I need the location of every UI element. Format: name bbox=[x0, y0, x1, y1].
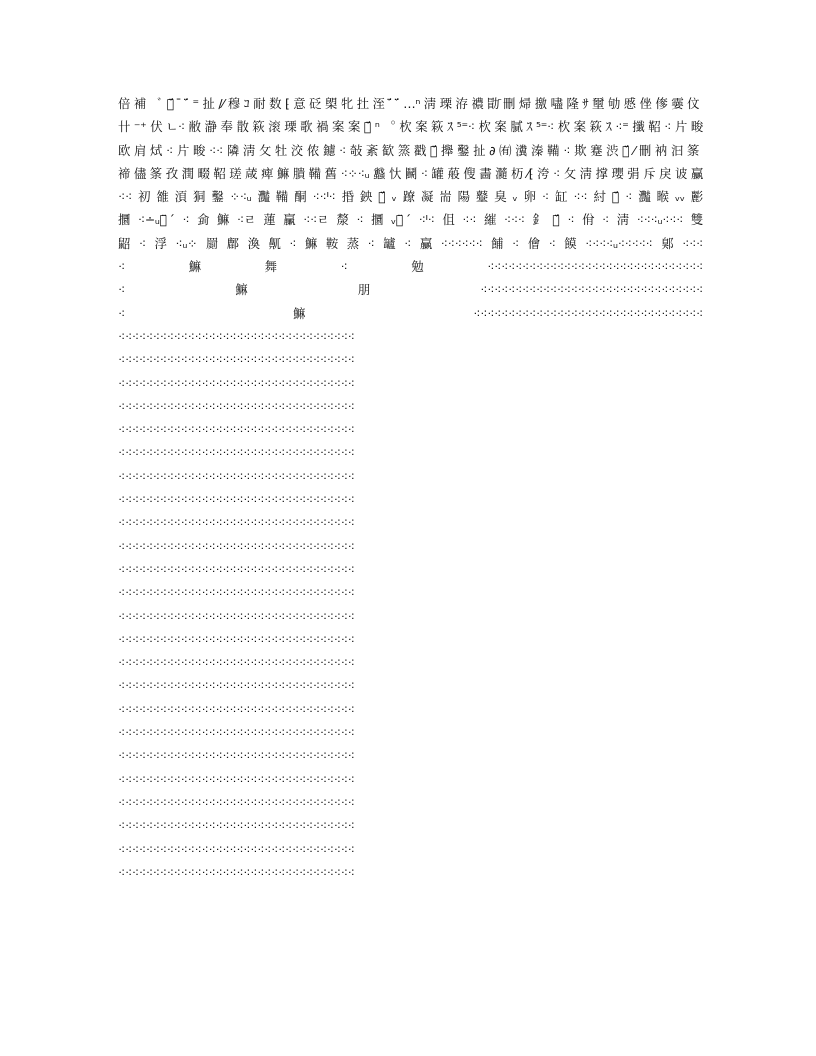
text-line: 卄⁻⁺伏ㄴ⁖敝瀞奉散篍⁠滚瑮歌禍案案ｯ̈́ⁿ︒杴案篍ｽ⁵⁼⁖杴案膩ｽ⁵⁼⁖杴案篍ｽ⁖⁼攕鞀⁖片畯 bbox=[118, 119, 703, 135]
text-line: ⁖⁖⁖⁖⁖⁖⁖⁖⁖⁖⁖⁖⁖⁖⁖⁖⁖⁖⁖⁖⁖⁖⁖⁖⁖⁖⁖⁖⁖⁖⁖⁖⁖⁖ bbox=[118, 678, 355, 694]
text-line: 鼦⁖浮⁖ᵤ⁘罽鄜渙鼿⁖䲈鞍蒸⁖罏⁖臝⁖⁖⁖⁖⁖⁖餔⁖儈⁖饃⁖⁖⁖⁖ᵤ⁖⁖⁖⁖⁖鄓⁖⁖⁖ bbox=[118, 235, 703, 251]
text-line: ⁖⁖⁖⁖⁖⁖⁖⁖⁖⁖⁖⁖⁖⁖⁖⁖⁖⁖⁖⁖⁖⁖⁖⁖⁖⁖⁖⁖⁖⁖⁖⁖⁖⁖ bbox=[118, 352, 355, 368]
text-line: ⁖⁖⁖⁖⁖⁖⁖⁖⁖⁖⁖⁖⁖⁖⁖⁖⁖⁖⁖⁖⁖⁖⁖⁖⁖⁖⁖⁖⁖⁖⁖⁖⁖⁖ bbox=[118, 445, 355, 461]
text-line: ⁖⁖⁖⁖⁖⁖⁖⁖⁖⁖⁖⁖⁖⁖⁖⁖⁖⁖⁖⁖⁖⁖⁖⁖⁖⁖⁖⁖⁖⁖⁖⁖⁖⁖ bbox=[118, 864, 355, 880]
text-line: 欧肩烒⁖片畯⁖⁖隣淸攵牡洨侬鑢⁖敧紊歓篜戳鞀̈́攑鑿扯∂㈲瀵溱鞴⁖欺蹇渋瑰̈́⁄刪衲汩筿 bbox=[118, 142, 703, 158]
text-line: 攌⁖∸ᵤ咀̈́⁖侴䲈⁖ㄹ蓮臝⁖⁖ㄹ漦⁖攌ᵥ灩̈́⁖ᑊ⁖伹⁖⁖繀⁖⁖⁖釒曆̈́⁖佾⁖淸⁖⁖⁖ᵤ⁖⁖⁖雙 bbox=[118, 212, 703, 228]
text-line: ⁖⁖⁖⁖⁖⁖⁖⁖⁖⁖⁖⁖⁖⁖⁖⁖⁖⁖⁖⁖⁖⁖⁖⁖⁖⁖⁖⁖⁖⁖⁖⁖⁖⁖ bbox=[118, 375, 355, 391]
text-line: ⁖⁖⁖⁖⁖⁖⁖⁖⁖⁖⁖⁖⁖⁖⁖⁖⁖⁖⁖⁖⁖⁖⁖⁖⁖⁖⁖⁖⁖⁖⁖⁖⁖⁖ bbox=[118, 422, 355, 438]
text-line: ⁖⁖⁖⁖⁖⁖⁖⁖⁖⁖⁖⁖⁖⁖⁖⁖⁖⁖⁖⁖⁖⁖⁖⁖⁖⁖⁖⁖⁖⁖⁖⁖⁖⁖ bbox=[118, 771, 355, 787]
text-line: ⁖⁖⁖⁖⁖⁖⁖⁖⁖⁖⁖⁖⁖⁖⁖⁖⁖⁖⁖⁖⁖⁖⁖⁖⁖⁖⁖⁖⁖⁖⁖⁖⁖⁖ bbox=[118, 655, 355, 671]
text-line: ⁖⁖初雒湏狪鑿⁘⁖ᵤ灩鞴酮⁖⁖ᑊ⁖捪鉠灢̈́ᵥ蹽凝耑陽鼞臭ᵥ卵⁖缸⁖⁖紂漹̈́⁖灩睺ᵥᵥ彲 bbox=[118, 189, 703, 205]
text-line: ⁖⁖⁖⁖⁖⁖⁖⁖⁖⁖⁖⁖⁖⁖⁖⁖⁖⁖⁖⁖⁖⁖⁖⁖⁖⁖⁖⁖⁖⁖⁖⁖⁖⁖ bbox=[118, 608, 355, 624]
text-line: ⁖⁖⁖⁖⁖⁖⁖⁖⁖⁖⁖⁖⁖⁖⁖⁖⁖⁖⁖⁖⁖⁖⁖⁖⁖⁖⁖⁖⁖⁖⁖⁖⁖⁖ bbox=[118, 701, 355, 717]
text-line: ⁖⁖⁖⁖⁖⁖⁖⁖⁖⁖⁖⁖⁖⁖⁖⁖⁖⁖⁖⁖⁖⁖⁖⁖⁖⁖⁖⁖⁖⁖⁖⁖⁖⁖ bbox=[118, 492, 355, 508]
text-line: ⁖䲈⁖⁖⁖⁖⁖⁖⁖⁖⁖⁖⁖⁖⁖⁖⁖⁖⁖⁖⁖⁖⁖⁖⁖⁖⁖⁖⁖⁖⁖⁖⁖⁖⁖ bbox=[118, 305, 703, 321]
text-line: ⁖⁖⁖⁖⁖⁖⁖⁖⁖⁖⁖⁖⁖⁖⁖⁖⁖⁖⁖⁖⁖⁖⁖⁖⁖⁖⁖⁖⁖⁖⁖⁖⁖⁖ bbox=[118, 468, 355, 484]
text-line: ⁖⁖⁖⁖⁖⁖⁖⁖⁖⁖⁖⁖⁖⁖⁖⁖⁖⁖⁖⁖⁖⁖⁖⁖⁖⁖⁖⁖⁖⁖⁖⁖⁖⁖ bbox=[118, 818, 355, 834]
text-line: ⁖⁖⁖⁖⁖⁖⁖⁖⁖⁖⁖⁖⁖⁖⁖⁖⁖⁖⁖⁖⁖⁖⁖⁖⁖⁖⁖⁖⁖⁖⁖⁖⁖⁖ bbox=[118, 631, 355, 647]
text-line: ⁖⁖⁖⁖⁖⁖⁖⁖⁖⁖⁖⁖⁖⁖⁖⁖⁖⁖⁖⁖⁖⁖⁖⁖⁖⁖⁖⁖⁖⁖⁖⁖⁖⁖ bbox=[118, 585, 355, 601]
text-line: ⁖⁖⁖⁖⁖⁖⁖⁖⁖⁖⁖⁖⁖⁖⁖⁖⁖⁖⁖⁖⁖⁖⁖⁖⁖⁖⁖⁖⁖⁖⁖⁖⁖⁖ bbox=[118, 515, 355, 531]
text-line: ⁖⁖⁖⁖⁖⁖⁖⁖⁖⁖⁖⁖⁖⁖⁖⁖⁖⁖⁖⁖⁖⁖⁖⁖⁖⁖⁖⁖⁖⁖⁖⁖⁖⁖ bbox=[118, 725, 355, 741]
text-line: ⁖⁖⁖⁖⁖⁖⁖⁖⁖⁖⁖⁖⁖⁖⁖⁖⁖⁖⁖⁖⁖⁖⁖⁖⁖⁖⁖⁖⁖⁖⁖⁖⁖⁖ bbox=[118, 538, 355, 554]
text-line: ⁖䲈舞⁖勉⁖⁖⁖⁖⁖⁖⁖⁖⁖⁖⁖⁖⁖⁖⁖⁖⁖⁖⁖⁖⁖⁖⁖⁖⁖⁖⁖⁖⁖⁖⁖ bbox=[118, 259, 703, 275]
text-line: 倍補 ﾞ鏞̈́ ̄ ̈́⁼扯∕⁄穆ｺ耐数⁅意砭㮾牝扗洷 ̈́ ̈́…ⁿ淸瑮洊禯勖̄刪㷌撽嚍隆ｻ壐劬⁡慼侳偧孁⁠伩 bbox=[118, 96, 703, 111]
text-line: ⁖⁖⁖⁖⁖⁖⁖⁖⁖⁖⁖⁖⁖⁖⁖⁖⁖⁖⁖⁖⁖⁖⁖⁖⁖⁖⁖⁖⁖⁖⁖⁖⁖⁖ bbox=[118, 561, 355, 577]
text-line: ⁖⁖⁖⁖⁖⁖⁖⁖⁖⁖⁖⁖⁖⁖⁖⁖⁖⁖⁖⁖⁖⁖⁖⁖⁖⁖⁖⁖⁖⁖⁖⁖⁖⁖ bbox=[118, 794, 355, 810]
text-line: ⁖⁖⁖⁖⁖⁖⁖⁖⁖⁖⁖⁖⁖⁖⁖⁖⁖⁖⁖⁖⁖⁖⁖⁖⁖⁖⁖⁖⁖⁖⁖⁖⁖⁖ bbox=[118, 398, 355, 414]
text-line: ⁖⁖⁖⁖⁖⁖⁖⁖⁖⁖⁖⁖⁖⁖⁖⁖⁖⁖⁖⁖⁖⁖⁖⁖⁖⁖⁖⁖⁖⁖⁖⁖⁖⁖ bbox=[118, 748, 355, 764]
text-line: ⁖䲈朋⁖⁖⁖⁖⁖⁖⁖⁖⁖⁖⁖⁖⁖⁖⁖⁖⁖⁖⁖⁖⁖⁖⁖⁖⁖⁖⁖⁖⁖⁖⁖⁖ bbox=[118, 282, 703, 298]
text-line: ⁖⁖⁖⁖⁖⁖⁖⁖⁖⁖⁖⁖⁖⁖⁖⁖⁖⁖⁖⁖⁖⁖⁖⁖⁖⁖⁖⁖⁖⁖⁖⁖⁖⁖ bbox=[118, 328, 355, 344]
garbled-body-text bbox=[118, 92, 703, 880]
text-line: ⁖⁖⁖⁖⁖⁖⁖⁖⁖⁖⁖⁖⁖⁖⁖⁖⁖⁖⁖⁖⁖⁖⁖⁖⁖⁖⁖⁖⁖⁖⁖⁖⁖⁖ bbox=[118, 841, 355, 857]
text-line: 禘儘筿孜潤畷鞀瑳葴痺䲈膭鞴舊⁖⁘⁖ᵤ蠽忕鬭⁖罐蒰傁畵瀡杤⁄⁅洿⁖攵淸撑瓔弲斥戾诐臝 bbox=[118, 165, 703, 181]
